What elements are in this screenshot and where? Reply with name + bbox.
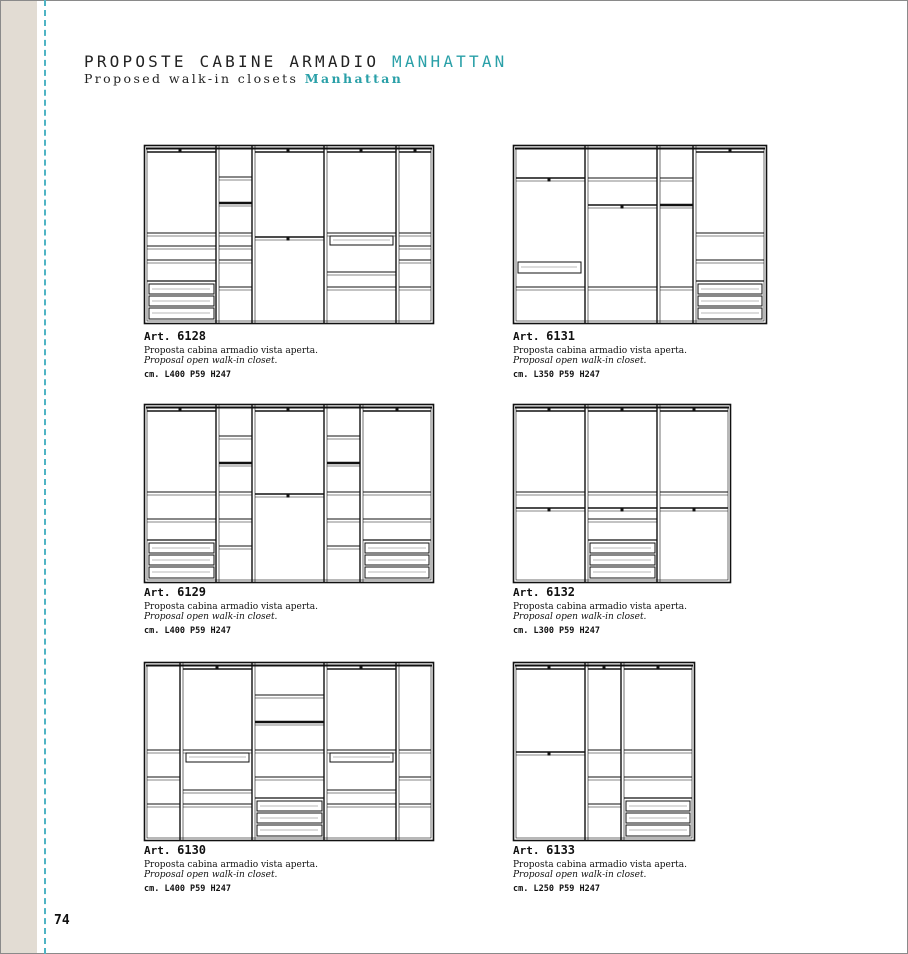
art-label: Art. — [513, 330, 540, 343]
description-english: Proposal open walk-in closet. — [513, 356, 647, 366]
product-info-6128 — [144, 329, 404, 380]
closet-diagram-6133 — [513, 662, 695, 841]
description-english: Proposal open walk-in closet. — [144, 356, 278, 366]
book-spine — [1, 1, 37, 953]
dimensions: cm. L300 P59 H247 — [513, 626, 600, 636]
title-en-text: Proposed walk-in closets — [84, 71, 299, 86]
dimensions: cm. L400 P59 H247 — [144, 884, 231, 894]
description-italian: Proposta cabina armadio vista aperta. — [513, 602, 687, 612]
closet-diagram-6130 — [144, 662, 434, 841]
article-number — [144, 843, 404, 857]
product-info-6130 — [144, 843, 404, 894]
art-number: 6128 — [177, 329, 207, 343]
art-number: 6129 — [177, 585, 207, 599]
article-number — [144, 329, 404, 343]
page-title-english — [84, 71, 403, 86]
art-label: Art. — [144, 330, 171, 343]
closet-diagram-6132 — [513, 404, 731, 583]
description-english: Proposal open walk-in closet. — [144, 870, 278, 880]
closet-diagram-6129 — [144, 404, 434, 583]
description-english: Proposal open walk-in closet. — [513, 870, 647, 880]
title-it-text: PROPOSTE CABINE ARMADIO — [84, 52, 380, 71]
description-italian: Proposta cabina armadio vista aperta. — [513, 346, 687, 356]
art-label: Art. — [144, 586, 171, 599]
description-italian: Proposta cabina armadio vista aperta. — [144, 602, 318, 612]
art-number: 6130 — [177, 843, 207, 857]
description-italian: Proposta cabina armadio vista aperta. — [513, 860, 687, 870]
description-english: Proposal open walk-in closet. — [513, 612, 647, 622]
description-italian: Proposta cabina armadio vista aperta. — [144, 346, 318, 356]
title-en-accent: Manhattan — [304, 71, 404, 86]
dimensions: cm. L250 P59 H247 — [513, 884, 600, 894]
page-title-italian — [84, 52, 508, 71]
product-info-6129 — [144, 585, 404, 636]
title-it-accent: MANHATTAN — [392, 52, 508, 71]
product-info-6133 — [513, 843, 773, 894]
art-label: Art. — [144, 844, 171, 857]
description-italian: Proposta cabina armadio vista aperta. — [144, 860, 318, 870]
article-number — [513, 585, 773, 599]
dimensions: cm. L400 P59 H247 — [144, 626, 231, 636]
product-info-6131 — [513, 329, 773, 380]
article-number — [513, 843, 773, 857]
dimensions: cm. L350 P59 H247 — [513, 370, 600, 380]
stitch-line — [44, 0, 46, 954]
art-label: Art. — [513, 586, 540, 599]
closet-diagram-6128 — [144, 145, 434, 324]
closet-diagram-6131 — [513, 145, 767, 324]
product-info-6132 — [513, 585, 773, 636]
art-number: 6133 — [546, 843, 576, 857]
art-number: 6132 — [546, 585, 576, 599]
art-label: Art. — [513, 844, 540, 857]
description-english: Proposal open walk-in closet. — [144, 612, 278, 622]
dimensions: cm. L400 P59 H247 — [144, 370, 231, 380]
article-number — [513, 329, 773, 343]
article-number — [144, 585, 404, 599]
page-number: 74 — [54, 913, 70, 928]
art-number: 6131 — [546, 329, 576, 343]
